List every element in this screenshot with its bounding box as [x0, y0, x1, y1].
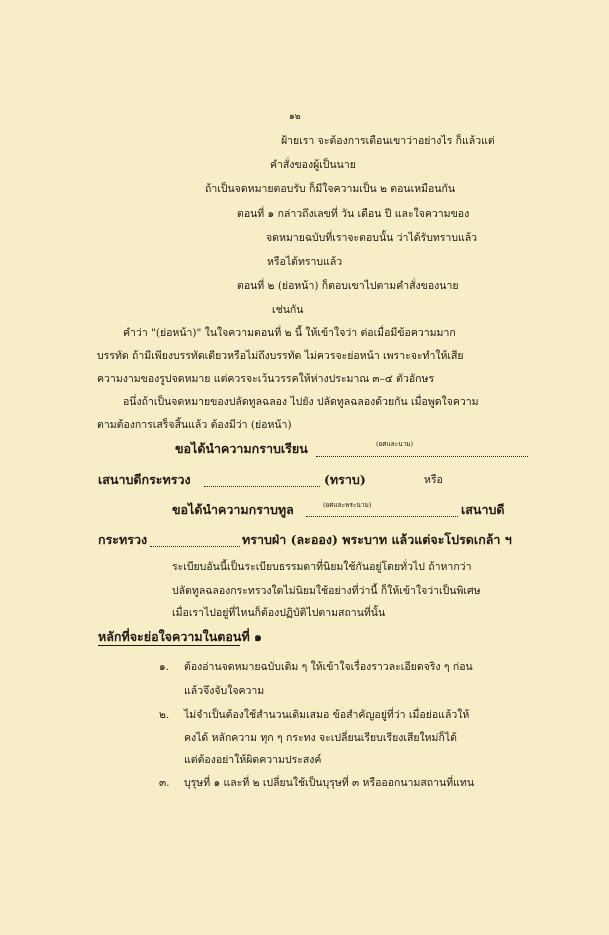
- text-line: เมื่อเราไปอยู่ที่ไหนก็ต้องปฏิบัติไปตามสถานที่นั้น: [172, 607, 386, 619]
- text-line: เช่นกัน: [272, 304, 304, 316]
- text-line: ความงามของรูปจดหมาย แต่ควรจะเว้นวรรคให้ห่างประมาณ ๓–๔ ตัวอักษร: [97, 373, 435, 385]
- form-blank: [150, 546, 240, 547]
- text-line: หรือได้ทราบแล้ว: [267, 256, 343, 268]
- list-number: ๒.: [159, 709, 170, 721]
- list-item-line: บุรุษที่ ๑ และที่ ๒ เปลี่ยนใช้เป็นบุรุษที่ ๓ หรือออกนามสถานที่แทน: [184, 777, 475, 789]
- page-number: ๑๒: [289, 112, 301, 122]
- form-line-3-label: ขอได้นำความกราบทูล: [172, 502, 294, 517]
- text-line: คำว่า "(ย่อหน้า)" ในใจความตอนที่ ๒ นี้ ให้เข้าใจว่า ต่อเมื่อมีข้อความมาก: [123, 327, 456, 339]
- form-note: (ยศและพระนาม): [323, 501, 372, 509]
- form-line-2-text: (ทราบ): [324, 472, 366, 487]
- form-line-4-label: กระทรวง: [98, 532, 148, 547]
- text-line: ปลัดทูลฉลองกระทรวงใดไม่นิยมใช้อย่างที่ว่านี้ ก็ให้เข้าใจว่าเป็นพิเศษ: [172, 585, 481, 597]
- form-blank: [316, 456, 528, 457]
- text-line: ฝ้ายเรา จะต้องการเตือนเขาว่าอย่างไร ก็แล้วแต่: [281, 135, 495, 147]
- form-blank: [306, 516, 458, 517]
- list-item-line: ต้องอ่านจดหมายฉบับเดิม ๆ ให้เข้าใจเรื่องราวละเอียดจริง ๆ ก่อน: [184, 661, 473, 673]
- text-line: จดหมายฉบับที่เราจะตอบนั้น ว่าได้รับทราบแล้ว: [266, 232, 478, 244]
- list-item-line: แล้วจึงจับใจความ: [184, 685, 265, 697]
- list-item-line: คงได้ หลักความ ทุก ๆ กระทง จะเปลี่ยนเรียบเรียงเสียใหม่ก็ได้: [184, 732, 457, 744]
- list-item-line: ไม่จำเป็นต้องใช้สำนวนเดิมเสมอ ข้อสำคัญอยู่ที่ว่า เมื่อย่อแล้วให้: [184, 709, 470, 721]
- form-line-4-text: ทราบฝ่า (ละออง) พระบาท แล้วแต่จะโปรดเกล้า ฯ: [242, 532, 512, 547]
- text-line: ตอนที่ ๑ กล่าวถึงเลขที่ วัน เดือน ปี และใจความของ: [237, 208, 470, 220]
- text-line: คำสั่งของผู้เป็นนาย: [270, 159, 356, 171]
- text-line: ตามต้องการเสร็จสิ้นแล้ว ต้องมีว่า (ย่อหน้า): [97, 419, 292, 431]
- form-line-2-or: หรือ: [424, 474, 443, 486]
- heading-underline: [98, 645, 240, 646]
- list-number: ๓.: [159, 777, 170, 789]
- form-line-3-text: เสนาบดี: [461, 502, 505, 517]
- text-line: บรรทัด ถ้ามีเพียงบรรทัดเดียวหรือไม่ถึงบรรทัด ไม่ควรจะย่อหน้า เพราะจะทำให้เสีย: [97, 350, 464, 362]
- form-note: (ยศและนาม): [376, 440, 414, 448]
- text-line: ตอนที่ ๒ (ย่อหน้า) ก็ตอบเขาไปตามคำสั่งของนาย: [237, 280, 459, 292]
- form-line-1-label: ขอได้นำความกราบเรียน: [175, 441, 308, 456]
- section-heading: หลักที่จะย่อใจความในตอนที่ ๑: [98, 629, 262, 644]
- form-blank: [204, 486, 320, 487]
- text-line: ถ้าเป็นจดหมายตอบรับ ก็มีใจความเป็น ๒ ตอนเหมือนกัน: [205, 183, 456, 195]
- list-item-line: แต่ต้องอย่าให้ผิดความประสงค์: [184, 754, 322, 766]
- text-line: ระเบียบอันนี้เป็นระเบียบธรรมดาที่นิยมใช้กันอยู่โดยทั่วไป ถ้าหากว่า: [172, 561, 472, 573]
- form-line-2-label: เสนาบดีกระทรวง: [98, 472, 191, 487]
- text-line: อนึ่งถ้าเป็นจดหมายของปลัดทูลฉลอง ไปยัง ปลัดทูลฉลองด้วยกัน เมื่อพูดใจความ: [123, 396, 479, 408]
- list-number: ๑.: [159, 661, 170, 673]
